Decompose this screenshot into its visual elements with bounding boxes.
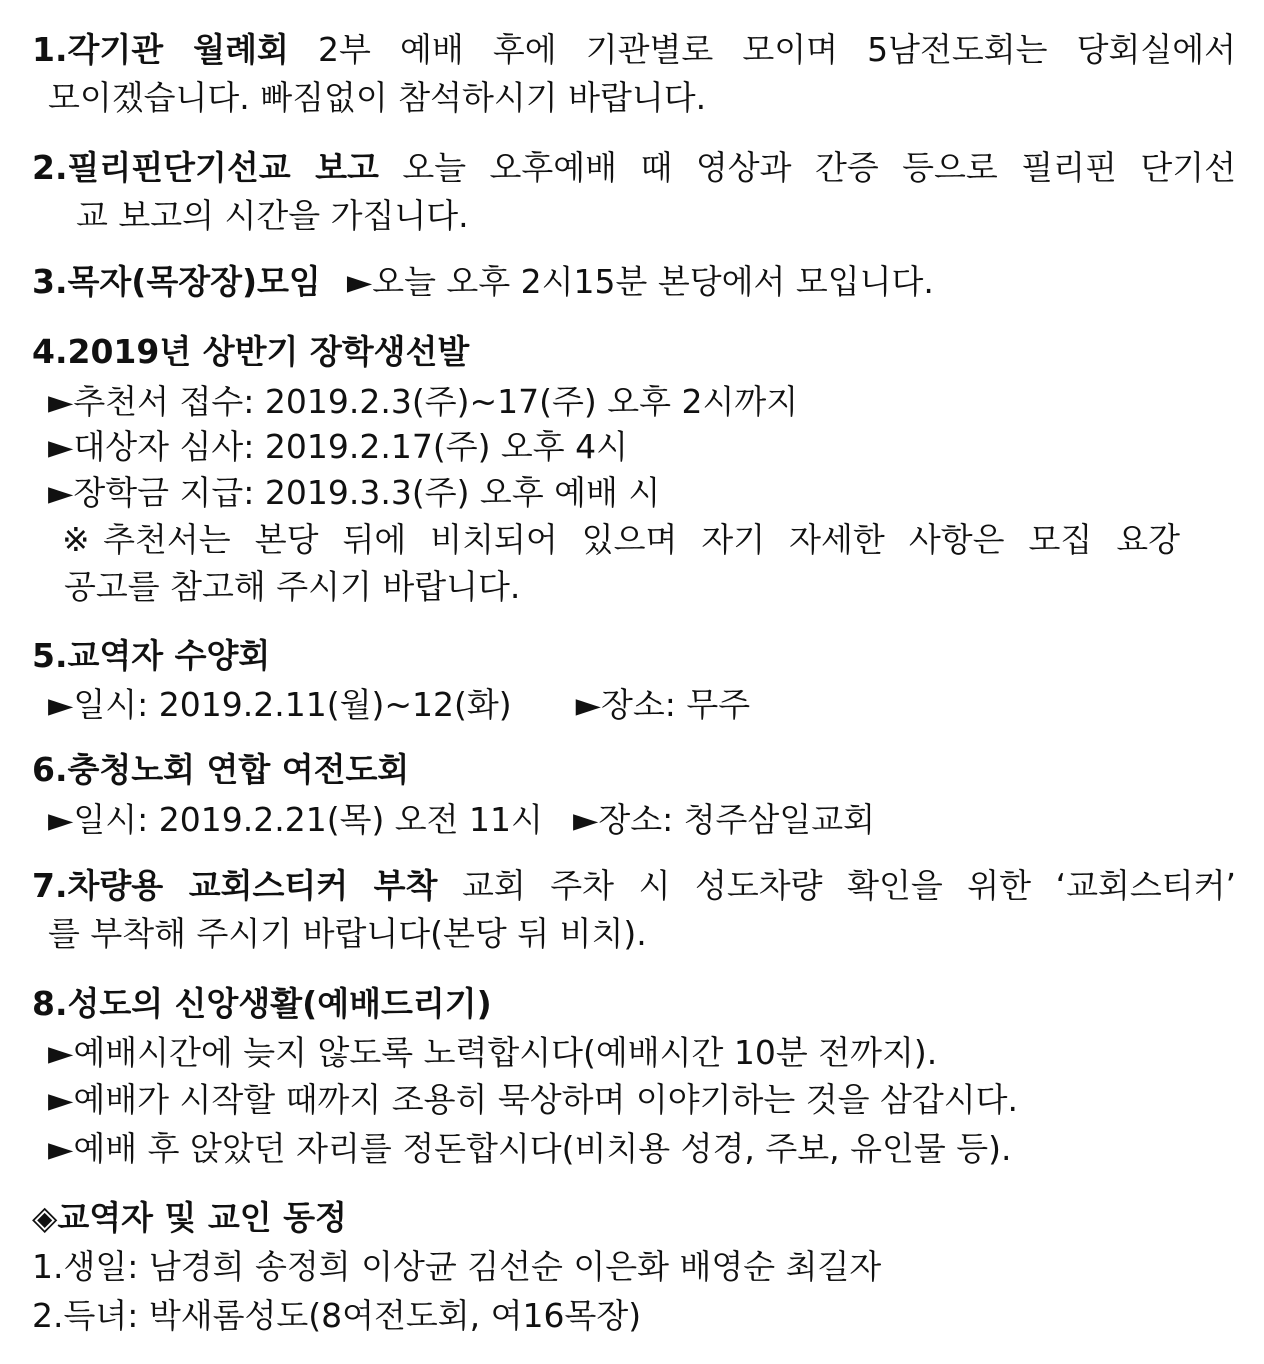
- item2-line1: [32, 146, 1236, 190]
- item5-details: [48, 683, 1236, 727]
- item6-title: 6.충청노회 연합 여전도회: [32, 750, 410, 789]
- item5-place: ►장소: 무주: [575, 685, 751, 724]
- item8-bullet-2: ►예배가 시작할 때까지 조용히 묵상하며 이야기하는 것을 삼갑시다.: [48, 1080, 1019, 1119]
- item1-line1: [32, 28, 1236, 72]
- item6-place: ►장소: 청주삼일교회: [572, 800, 875, 839]
- item3-text-1: ►오늘 오후 2시15분 본당에서 모입니다.: [346, 262, 934, 301]
- item1-text-2: 모이겠습니다. 빠짐없이 참석하시기 바랍니다.: [48, 78, 707, 117]
- item4-note-2: 공고를 참고해 주시기 바랍니다.: [64, 567, 521, 606]
- item6-details: [48, 798, 1236, 842]
- item1-line2: [48, 76, 1236, 120]
- item4-note-1: ※추천서는 본당 뒤에 비치되어 있으며 자기 자세한 사항은 모집 요강: [62, 520, 1180, 559]
- item1-text-1: 2부 예배 후에 기관별로 모이며 5남전도회는 당회실에서: [318, 30, 1236, 69]
- item8-bullet-3: ►예배 후 앉았던 자리를 정돈합시다(비치용 성경, 주보, 유인물 등).: [48, 1129, 1012, 1168]
- item8-bullet-1: ►예배시간에 늦지 않도록 노력합시다(예배시간 10분 전까지).: [48, 1033, 938, 1072]
- news-birthday: 1.생일: 남경희 송정희 이상균 김선순 이은화 배영순 최길자: [32, 1247, 882, 1286]
- item3-line1: [32, 260, 1236, 304]
- item2-text-2: 교 보고의 시간을 가집니다.: [76, 196, 469, 235]
- item2-text-1: 오늘 오후예배 때 영상과 간증 등으로 필리핀 단기선: [402, 148, 1236, 187]
- item6-date: ►일시: 2019.2.21(목) 오전 11시: [48, 800, 543, 839]
- item7-text-1: 교회 주차 시 성도차량 확인을 위한 ‘교회스티커’: [461, 866, 1236, 905]
- item5-title: 5.교역자 수양회: [32, 636, 271, 675]
- news-title: ◈교역자 및 교인 동정: [32, 1198, 347, 1237]
- item5-date: ►일시: 2019.2.11(월)~12(화): [48, 685, 512, 724]
- news-birth: 2.득녀: 박새롬성도(8여전도회, 여16목장): [32, 1296, 642, 1335]
- item2-line2: [76, 194, 1236, 238]
- item3-title: 3.목자(목장장)모임: [32, 262, 321, 301]
- item7-title: 7.차량용 교회스티커 부착: [32, 866, 438, 905]
- item7-line2: [48, 912, 1236, 956]
- item1-title: 1.각기관 월례회: [32, 30, 289, 69]
- item8-title: 8.성도의 신앙생활(예배드리기): [32, 984, 492, 1023]
- item4-bullet-3: ►장학금 지급: 2019.3.3(주) 오후 예배 시: [48, 473, 661, 512]
- item4-title: 4.2019년 상반기 장학생선발: [32, 332, 470, 371]
- item4-bullet-2: ►대상자 심사: 2019.2.17(주) 오후 4시: [48, 427, 629, 466]
- item7-text-2: 를 부착해 주시기 바랍니다(본당 뒤 비치).: [48, 914, 647, 953]
- item4-bullet-1: ►추천서 접수: 2019.2.3(주)~17(주) 오후 2시까지: [48, 382, 799, 421]
- item2-title: 2.필리핀단기선교 보고: [32, 148, 379, 187]
- item7-line1: [32, 864, 1236, 908]
